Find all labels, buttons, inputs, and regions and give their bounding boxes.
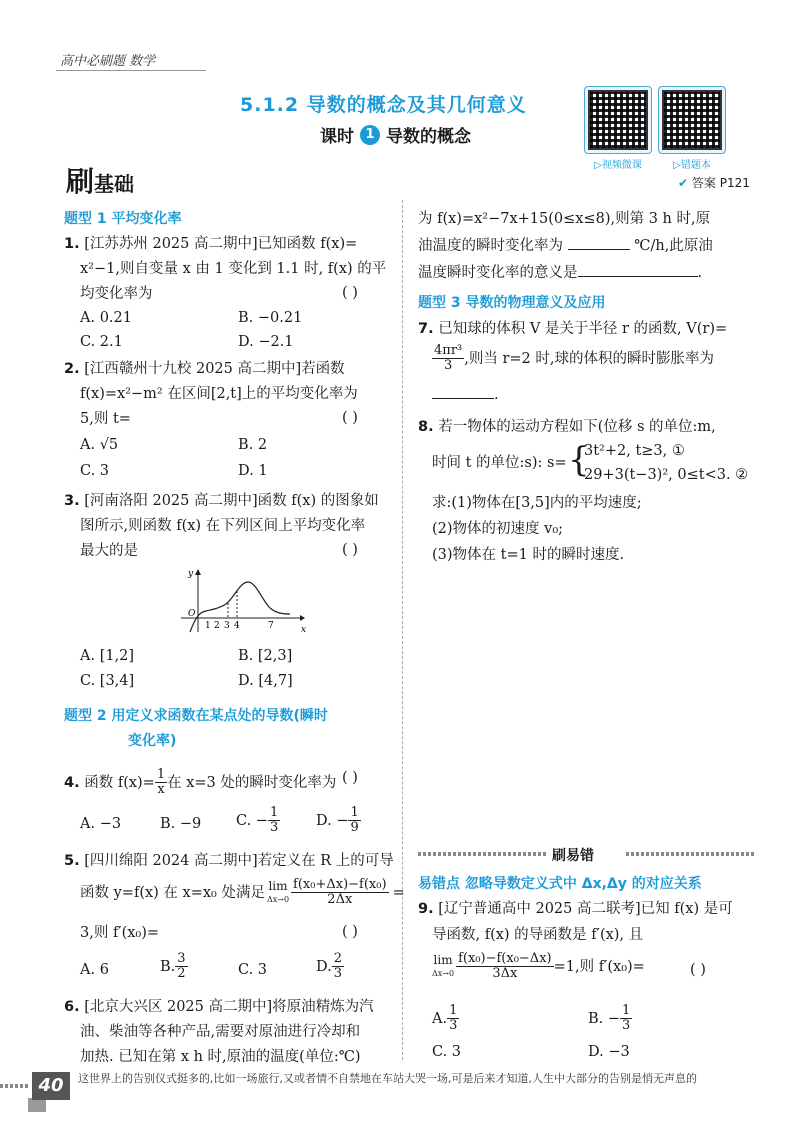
q7-number: 7. xyxy=(418,321,434,337)
q7-fraction: $\frac{\text{4πr³}}{3}$ xyxy=(434,343,463,373)
q8-line3: 求:(1)物体在[3,5]内的平均速度; xyxy=(432,495,642,511)
q4-fraction: $\frac{1}{x}$ xyxy=(156,767,166,797)
q8-line4: (2)物体的初速度 v₀; xyxy=(432,521,564,537)
q7-blank[interactable] xyxy=(432,385,494,399)
graph-tick-7: 7 xyxy=(268,621,274,631)
q1-option-c: C. 2.1 xyxy=(80,334,123,350)
mistake-point: 易错点 忽略导数定义式中 Δx,Δy 的对应关系 xyxy=(418,876,702,892)
q1-line3: 均变化率为 xyxy=(80,286,153,302)
graph-y-label: y xyxy=(188,569,194,579)
q5-line1: [四川绵阳 2024 高二期中]若定义在 R 上的可导 xyxy=(84,853,394,869)
q5-line2-pre: 函数 y=f(x) 在 x=x₀ 处满足 xyxy=(80,884,265,901)
q5-answer-paren: ( ) xyxy=(342,924,358,940)
q5-fraction: $\frac{\text{f(x₀+Δx)−f(x₀)}}{2\Delta x}$ xyxy=(293,877,387,907)
q9-number: 9. xyxy=(418,901,434,917)
q3-answer-paren: ( ) xyxy=(342,542,358,558)
check-icon: ✔ xyxy=(678,176,689,190)
q3-line2: 图所示,则函数 f(x) 在下列区间上平均变化率 xyxy=(80,518,366,534)
type-3-heading: 题型 3 导数的物理意义及应用 xyxy=(418,295,606,311)
lesson-number-badge: 1 xyxy=(360,125,380,145)
q9-line2: 导函数, f(x) 的导函数是 f′(x), 且 xyxy=(432,927,644,943)
q1-option-b: B. −0.21 xyxy=(238,310,303,326)
q1-line2: x²−1,则自变量 x 由 1 变化到 1.1 时, f(x) 的平 xyxy=(80,261,387,277)
q6-number: 6. xyxy=(64,999,80,1015)
qr-video[interactable] xyxy=(584,86,652,171)
column-divider xyxy=(402,200,403,1060)
q9-option-c: C. 3 xyxy=(432,1044,462,1060)
q3-line1: [河南洛阳 2025 高二期中]函数 f(x) 的图象如 xyxy=(84,493,379,509)
q1-line1: [江苏苏州 2025 高二期中]已知函数 f(x)= xyxy=(84,236,358,252)
q5-line2-post: = xyxy=(392,884,405,901)
q8-line5: (3)物体在 t=1 时的瞬时速度. xyxy=(432,547,625,563)
q7-line3: . xyxy=(432,384,499,406)
q4-answer-paren: ( ) xyxy=(342,770,358,786)
graph-x-arrow xyxy=(300,615,305,621)
q9-option-a: A. $\frac{1}{3}$ xyxy=(432,1003,458,1033)
q3-function-graph xyxy=(176,566,306,636)
q5-limit: lim Δx→0 xyxy=(266,878,290,904)
graph-origin-label: O xyxy=(188,609,196,619)
q2-line1: [江西赣州十九校 2025 高二期中]若函数 xyxy=(84,361,345,377)
footer-dots xyxy=(0,1084,30,1088)
q9-option-b: B. − $\frac{1}{3}$ xyxy=(588,1003,631,1033)
brush-glyph: 刷 xyxy=(66,165,95,198)
q6-line2: 油、柴油等各种产品,需要对原油进行冷却和 xyxy=(80,1024,361,1040)
q5-option-b: B. $\frac{3}{2}$ xyxy=(160,951,186,981)
q3-option-a: A. [1,2] xyxy=(80,648,135,664)
footer-quote: 这世界上的告别仪式挺多的,比如一场旅行,又或者情不自禁地在车站大哭一场,可是后来才知道,人生中大部分的告别是悄无声息的 xyxy=(78,1072,697,1085)
q5-option-c: C. 3 xyxy=(238,962,268,978)
q2-line2: f(x)=x²−m² 在区间[2,t]上的平均变化率为 xyxy=(80,386,358,402)
series-underline xyxy=(56,70,206,71)
section-title: 5.1.2 导数的概念及其几何意义 xyxy=(240,94,527,116)
type-1-heading: 题型 1 平均变化率 xyxy=(64,211,182,227)
graph-x-label: x xyxy=(301,625,306,635)
answer-ref xyxy=(678,174,750,191)
page-number: 40 xyxy=(32,1072,70,1100)
q6-blank-meaning[interactable] xyxy=(578,263,698,277)
q6-line6: 温度瞬时变化率的意义是 . xyxy=(418,265,703,281)
q3-option-d: D. [4,7] xyxy=(238,673,293,689)
q4-option-c: C. − $\frac{1}{3}$ xyxy=(236,805,279,835)
answer-page: 答案 P121 xyxy=(691,176,750,190)
graph-tick-2: 2 xyxy=(214,621,220,631)
qr-mistake-book[interactable] xyxy=(658,86,726,171)
q4-number: 4. xyxy=(64,774,80,791)
lesson-name: 导数的概念 xyxy=(386,127,471,147)
q2-answer-paren: ( ) xyxy=(342,410,358,426)
q2-option-b: B. 2 xyxy=(238,437,268,453)
q5-line3: 3,则 f′(x₀)= xyxy=(80,925,160,941)
mistake-heading: 刷易错 xyxy=(552,848,594,864)
q2-number: 2. xyxy=(64,361,80,377)
q9-answer-paren: ( ) xyxy=(690,962,706,978)
q2-option-c: C. 3 xyxy=(80,463,110,479)
graph-y-arrow xyxy=(195,569,201,575)
q1-answer-paren: ( ) xyxy=(342,285,358,301)
graph-tick-1: 1 xyxy=(205,621,211,631)
q8-case-2: 29+3(t−3)², 0≤t<3. ② xyxy=(584,467,749,483)
q2-option-d: D. 1 xyxy=(238,463,268,479)
qr-code-icon xyxy=(662,90,722,150)
q1-number: 1. xyxy=(64,236,80,252)
q8-line1: 若一物体的运动方程如下(位移 s 的单位:m, xyxy=(438,419,716,435)
q9-fraction: $\frac{\text{f(x₀)−f(x₀−Δx)}}{3\Delta x}$ xyxy=(458,951,552,981)
q4-option-d: D. − $\frac{1}{9}$ xyxy=(316,805,359,835)
q9-limit: lim Δx→0 xyxy=(432,952,455,978)
q2-option-a: A. √5 xyxy=(80,437,119,453)
q5-option-d: D. $\frac{2}{3}$ xyxy=(316,951,342,981)
q4-option-a: A. −3 xyxy=(80,816,122,832)
q3-option-c: C. [3,4] xyxy=(80,673,135,689)
q7-line1: 已知球的体积 V 是关于半径 r 的函数, V(r)= xyxy=(438,321,728,337)
lesson-title xyxy=(320,122,471,147)
q4-option-b: B. −9 xyxy=(160,816,202,832)
brush-label: 基础 xyxy=(94,172,135,196)
q5-number: 5. xyxy=(64,853,80,869)
q6-line3: 加热. 已知在第 x h 时,原油的温度(单位:℃) xyxy=(80,1049,361,1065)
q8-brace: { xyxy=(568,440,590,480)
q9-line1: [辽宁普通高中 2025 高二联考]已知 f(x) 是可 xyxy=(438,901,733,917)
q5-option-a: A. 6 xyxy=(80,962,109,978)
q3-line3: 最大的是 xyxy=(80,543,138,559)
q4-pre: 函数 f(x)= xyxy=(84,774,155,791)
qr-code-icon xyxy=(588,90,648,150)
q1-option-a: A. 0.21 xyxy=(80,310,132,326)
q9-line3-post: =1,则 f′(x₀)= xyxy=(553,958,645,975)
lesson-prefix: 课时 xyxy=(320,127,354,147)
qr-video-label: ▷视频微课 xyxy=(594,160,642,171)
qr-mistake-label: ▷错题本 xyxy=(673,160,711,171)
type-2-heading-line2: 变化率) xyxy=(128,733,177,749)
type-2-heading-line1: 题型 2 用定义求函数在某点处的导数(瞬时 xyxy=(64,708,328,724)
q6-line5: 油温度的瞬时变化率为 ℃/h,此原油 xyxy=(418,238,713,254)
q2-line3: 5,则 t= xyxy=(80,411,131,427)
q6-blank-rate[interactable] xyxy=(568,236,630,250)
graph-tick-4: 4 xyxy=(234,621,240,631)
q7-line2: ,则当 r=2 时,球的体积的瞬时膨胀率为 xyxy=(464,350,714,367)
q4-post: 在 x=3 处的瞬时变化率为 xyxy=(167,774,337,791)
q6-line1: [北京大兴区 2025 高二期中]将原油精炼为汽 xyxy=(84,999,374,1015)
q3-number: 3. xyxy=(64,493,80,509)
section-basic-heading xyxy=(66,160,134,200)
q9-option-d: D. −3 xyxy=(588,1044,630,1060)
series-title: 高中必刷题 数学 xyxy=(60,54,156,69)
q8-number: 8. xyxy=(418,419,434,435)
q6-line4: 为 f(x)=x²−7x+15(0≤x≤8),则第 3 h 时,原 xyxy=(418,211,711,227)
q8-line2-pre: 时间 t 的单位:s): s= xyxy=(432,455,567,471)
page-number-shadow xyxy=(28,1098,46,1112)
q1-option-d: D. −2.1 xyxy=(238,334,294,350)
q8-case-1: 3t²+2, t≥3, ① xyxy=(584,443,685,459)
q3-option-b: B. [2,3] xyxy=(238,648,293,664)
graph-tick-3: 3 xyxy=(224,621,230,631)
